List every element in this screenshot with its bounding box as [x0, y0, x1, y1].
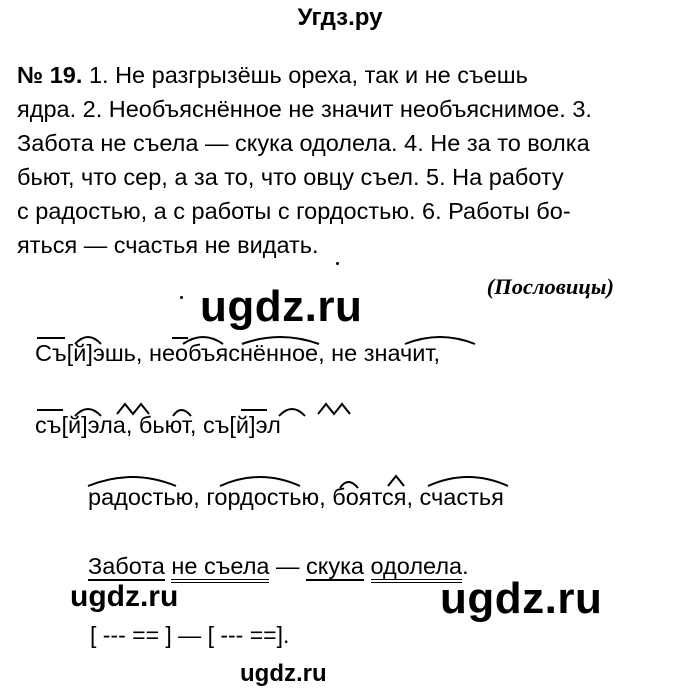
morpheme-marks-row-3 — [88, 484, 568, 518]
dash: — — [269, 553, 307, 579]
watermark: ugdz.ru — [440, 574, 603, 623]
morpheme-marks-row-1 — [35, 340, 505, 374]
syntax-sentence — [88, 553, 469, 580]
watermark: ugdz.ru — [200, 282, 363, 331]
exercise-line-2: ядра. 2. Необъяснённое не значит необъяснимое. 3. — [17, 96, 592, 122]
sentence-scheme: [ --- == ] — [ --- ==]. — [90, 622, 290, 648]
morpheme-row-3 — [88, 484, 504, 511]
morpheme-row-2-text: съ[й]эла, бьют, съ[й]эл — [35, 412, 281, 438]
exercise-text — [17, 58, 617, 262]
sentence-end: . — [462, 553, 469, 579]
morpheme-marks-row-2 — [35, 412, 365, 446]
predicate-2: одолела — [371, 553, 463, 583]
morpheme-row-1 — [35, 340, 440, 367]
exercise-line-3: Забота не съела — скука одолела. 4. Не за то волка — [17, 130, 590, 156]
watermark: ugdz.ru — [240, 660, 327, 687]
morpheme-row-2 — [35, 412, 281, 439]
subject-2: скука — [306, 553, 364, 579]
morpheme-row-1-text: Съ[й]эшь, необъяснённое, не значит, — [35, 340, 441, 366]
source-attribution: (Пословицы) — [486, 274, 614, 299]
exercise-number: № 19. — [17, 62, 83, 88]
predicate-1: не съела — [171, 553, 269, 583]
stray-dot — [336, 262, 339, 265]
site-header: Угдз.ру — [297, 4, 383, 31]
stray-dot — [180, 296, 183, 299]
subject-1: Забота — [88, 553, 165, 579]
exercise-line-6: яться — счастья не видать. — [17, 232, 319, 258]
exercise-line-5: с радостью, а с работы с гордостью. 6. Работы бо- — [17, 198, 571, 224]
exercise-line-1: № 19. 1. Не разгрызёшь ореха, так и не съешь — [17, 62, 528, 88]
morpheme-row-3-text: радостью, гордостью, боятся, счастья — [88, 484, 504, 510]
exercise-line-4: бьют, что сер, а за то, что овцу съел. 5. На работу — [17, 164, 564, 190]
watermark: ugdz.ru — [70, 580, 179, 613]
